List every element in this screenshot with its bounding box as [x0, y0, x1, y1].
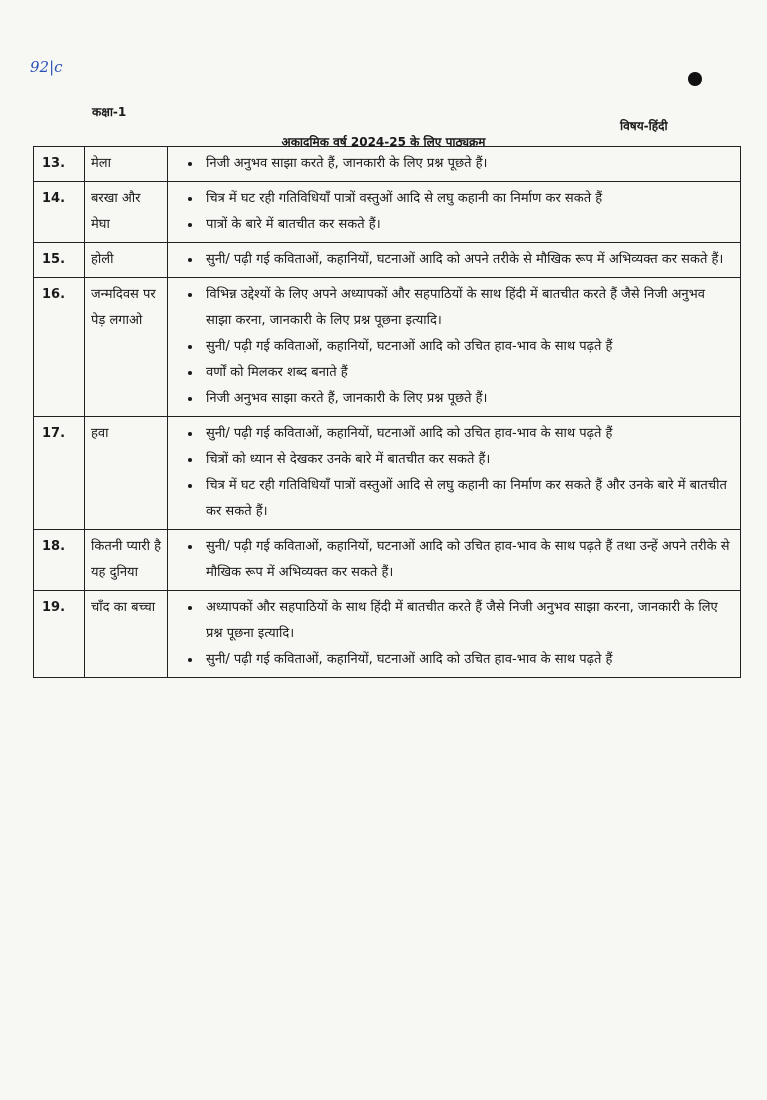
outcome-item: • निजी अनुभव साझा करते हैं, जानकारी के लिए प्रश्न पूछते हैं। [202, 386, 734, 412]
lesson-title: होली [85, 243, 168, 278]
handwritten-note: 92|c [30, 58, 63, 76]
learning-outcomes [168, 147, 741, 182]
outcome-item: • सुनी/ पढ़ी गई कविताओं, कहानियों, घटनाओं आदि को उचित हाव-भाव के साथ पढ़ते हैं [202, 334, 734, 360]
subject-label: विषय-हिंदी [620, 119, 668, 133]
table-row [34, 147, 741, 182]
outcome-item: • सुनी/ पढ़ी गई कविताओं, कहानियों, घटनाओं आदि को उचित हाव-भाव के साथ पढ़ते हैं तथा उन्हें अपने तरीके से मौखिक रूप में अभिव्यक्त कर सकते हैं। [202, 534, 734, 586]
ink-dot [688, 72, 702, 86]
outcome-item: • सुनी/ पढ़ी गई कविताओं, कहानियों, घटनाओं आदि को उचित हाव-भाव के साथ पढ़ते हैं [202, 647, 734, 673]
lesson-number: 17. [34, 417, 85, 530]
lesson-number: 15. [34, 243, 85, 278]
lesson-number: 14. [34, 182, 85, 243]
outcome-item: • सुनी/ पढ़ी गई कविताओं, कहानियों, घटनाओं आदि को अपने तरीके से मौखिक रूप में अभिव्यक्त कर सकते हैं। [202, 247, 734, 273]
outcome-list [182, 534, 734, 586]
outcome-item: • सुनी/ पढ़ी गई कविताओं, कहानियों, घटनाओं आदि को उचित हाव-भाव के साथ पढ़ते हैं [202, 421, 734, 447]
outcome-list [182, 186, 734, 238]
outcome-list [182, 595, 734, 673]
lesson-title: हवा [85, 417, 168, 530]
learning-outcomes [168, 278, 741, 417]
outcome-item: • वर्णों को मिलकर शब्द बनाते हैं [202, 360, 734, 386]
learning-outcomes [168, 182, 741, 243]
outcome-item: • चित्र में घट रही गतिविधियाँ पात्रों वस्तुओं आदि से लघु कहानी का निर्माण कर सकते हैं [202, 186, 734, 212]
table-row [34, 182, 741, 243]
lesson-number: 19. [34, 591, 85, 678]
learning-outcomes [168, 591, 741, 678]
class-label: कक्षा-1 [92, 105, 127, 119]
outcome-item: • चित्र में घट रही गतिविधियाँ पात्रों वस्तुओं आदि से लघु कहानी का निर्माण कर सकते हैं और उनके बारे में बातचीत कर सकते हैं। [202, 473, 734, 525]
lesson-title: जन्मदिवस पर पेड़ लगाओ [85, 278, 168, 417]
lesson-number: 18. [34, 530, 85, 591]
page-title: अकादमिक वर्ष 2024-25 के लिए पाठ्यक्रम [281, 135, 486, 149]
lesson-title: कितनी प्यारी है यह दुनिया [85, 530, 168, 591]
outcome-item: • विभिन्न उद्देश्यों के लिए अपने अध्यापकों और सहपाठियों के साथ हिंदी में बातचीत करते हैं जैसे निजी अनुभव साझा करना, जानकारी के लिए प्रश्न पूछना इत्यादि। [202, 282, 734, 334]
table-row [34, 530, 741, 591]
outcome-list [182, 151, 734, 177]
outcome-item: • अध्यापकों और सहपाठियों के साथ हिंदी में बातचीत करते हैं जैसे निजी अनुभव साझा करना, जानकारी के लिए प्रश्न पूछना इत्यादि। [202, 595, 734, 647]
lesson-number: 13. [34, 147, 85, 182]
lesson-title: मेला [85, 147, 168, 182]
table-row [34, 591, 741, 678]
lesson-title: चाँद का बच्चा [85, 591, 168, 678]
learning-outcomes [168, 530, 741, 591]
table-row [34, 278, 741, 417]
outcome-item: • चित्रों को ध्यान से देखकर उनके बारे में बातचीत कर सकते हैं। [202, 447, 734, 473]
table-row [34, 417, 741, 530]
learning-outcomes [168, 243, 741, 278]
outcome-list [182, 247, 734, 273]
learning-outcomes [168, 417, 741, 530]
outcome-item: • निजी अनुभव साझा करते हैं, जानकारी के लिए प्रश्न पूछते हैं। [202, 151, 734, 177]
syllabus-table [33, 146, 741, 678]
outcome-list [182, 421, 734, 525]
table-row [34, 243, 741, 278]
outcome-item: • पात्रों के बारे में बातचीत कर सकते हैं। [202, 212, 734, 238]
lesson-number: 16. [34, 278, 85, 417]
lesson-title: बरखा और मेघा [85, 182, 168, 243]
outcome-list [182, 282, 734, 412]
